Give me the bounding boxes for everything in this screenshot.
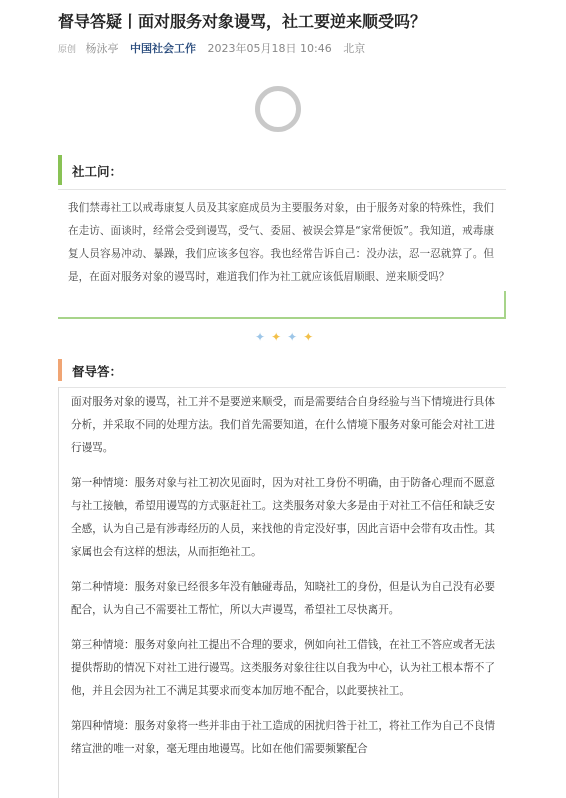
answer-border-left: [58, 387, 59, 798]
question-border-right: [504, 291, 506, 319]
star-icon: ✦: [255, 330, 272, 344]
answer-card: [58, 353, 506, 798]
answer-accent-bar: [58, 359, 62, 381]
article-meta: [58, 40, 373, 56]
answer-paragraph: 面对服务对象的谩骂，社工并不是要逆来顺受，而是需要结合自身经验与当下情境进行具体分析，并采取不同的处理方法。我们首先需要知道，在什么情境下服务对象可能会对社工进行谩骂。: [71, 396, 495, 454]
answer-paragraph: 第三种情境：服务对象向社工提出不合理的要求，例如向社工借钱，在社工不答应或者无法提供帮助的情况下对社工进行谩骂。这类服务对象往往以自我为中心，认为社工根本帮不了他，并且会因为社工不满足其要求而变本加厉地不配合，以此要挟社工。: [71, 639, 495, 697]
question-accent-bar: [58, 155, 62, 185]
loading-spinner-icon: [255, 86, 301, 132]
author-name: 杨泳亭: [85, 42, 119, 55]
question-heading: 社工问：: [72, 164, 123, 179]
divider: [58, 189, 506, 190]
answer-body: [71, 391, 495, 773]
section-separator: [255, 330, 319, 344]
answer-paragraph: 第四种情境：服务对象将一些并非由于社工造成的困扰归咎于社工，将社工作为自己不良情绪宣泄的唯一对象，毫无理由地谩骂。比如在他们需要频繁配合: [71, 720, 495, 755]
answer-paragraph: 第一种情境：服务对象与社工初次见面时，因为对社工身份不明确，由于防备心理而不愿意与社工接触，希望用谩骂的方式驱赶社工。这类服务对象大多是由于对社工不信任和缺乏安全感，认为自己是有涉毒经历的人员，来找他的肯定没好事，因此言语中会带有攻击性。其家属也会有这样的想法，从而拒绝社工。: [71, 477, 495, 558]
account-link[interactable]: 中国社会工作: [130, 42, 197, 55]
publish-datetime: 2023年05月18日 10:46: [207, 42, 332, 55]
article-title: 督导答疑丨面对服务对象谩骂，社工要逆来顺受吗？: [58, 12, 427, 31]
question-text: 我们禁毒社工以戒毒康复人员及其家庭成员为主要服务对象，由于服务对象的特殊性，我们在走访、面谈时，经常会受到谩骂，受气、委屈、被误会算是“家常便饭”。我知道，戒毒康复人员容易冲动、暴躁，我们应该多包容。我也经常告诉自己：没办法，忍一忍就算了。但是，在面对服务对象的谩骂时，难道我们作为社工就应该低眉顺眼、逆来顺受吗？: [68, 202, 494, 283]
star-icon: ✦: [271, 330, 288, 344]
star-icon: ✦: [287, 330, 304, 344]
question-border-bottom: [58, 317, 506, 319]
answer-paragraph: 第二种情境：服务对象已经很多年没有触碰毒品，知晓社工的身份，但是认为自己没有必要配合，认为自己不需要社工帮忙，所以大声谩骂，希望社工尽快离开。: [71, 581, 495, 616]
original-tag: 原创: [58, 45, 77, 55]
publish-location: 北京: [343, 42, 366, 55]
star-icon: ✦: [303, 330, 320, 344]
divider: [58, 387, 506, 388]
answer-heading: 督导答：: [72, 364, 123, 379]
question-card: [58, 155, 506, 319]
